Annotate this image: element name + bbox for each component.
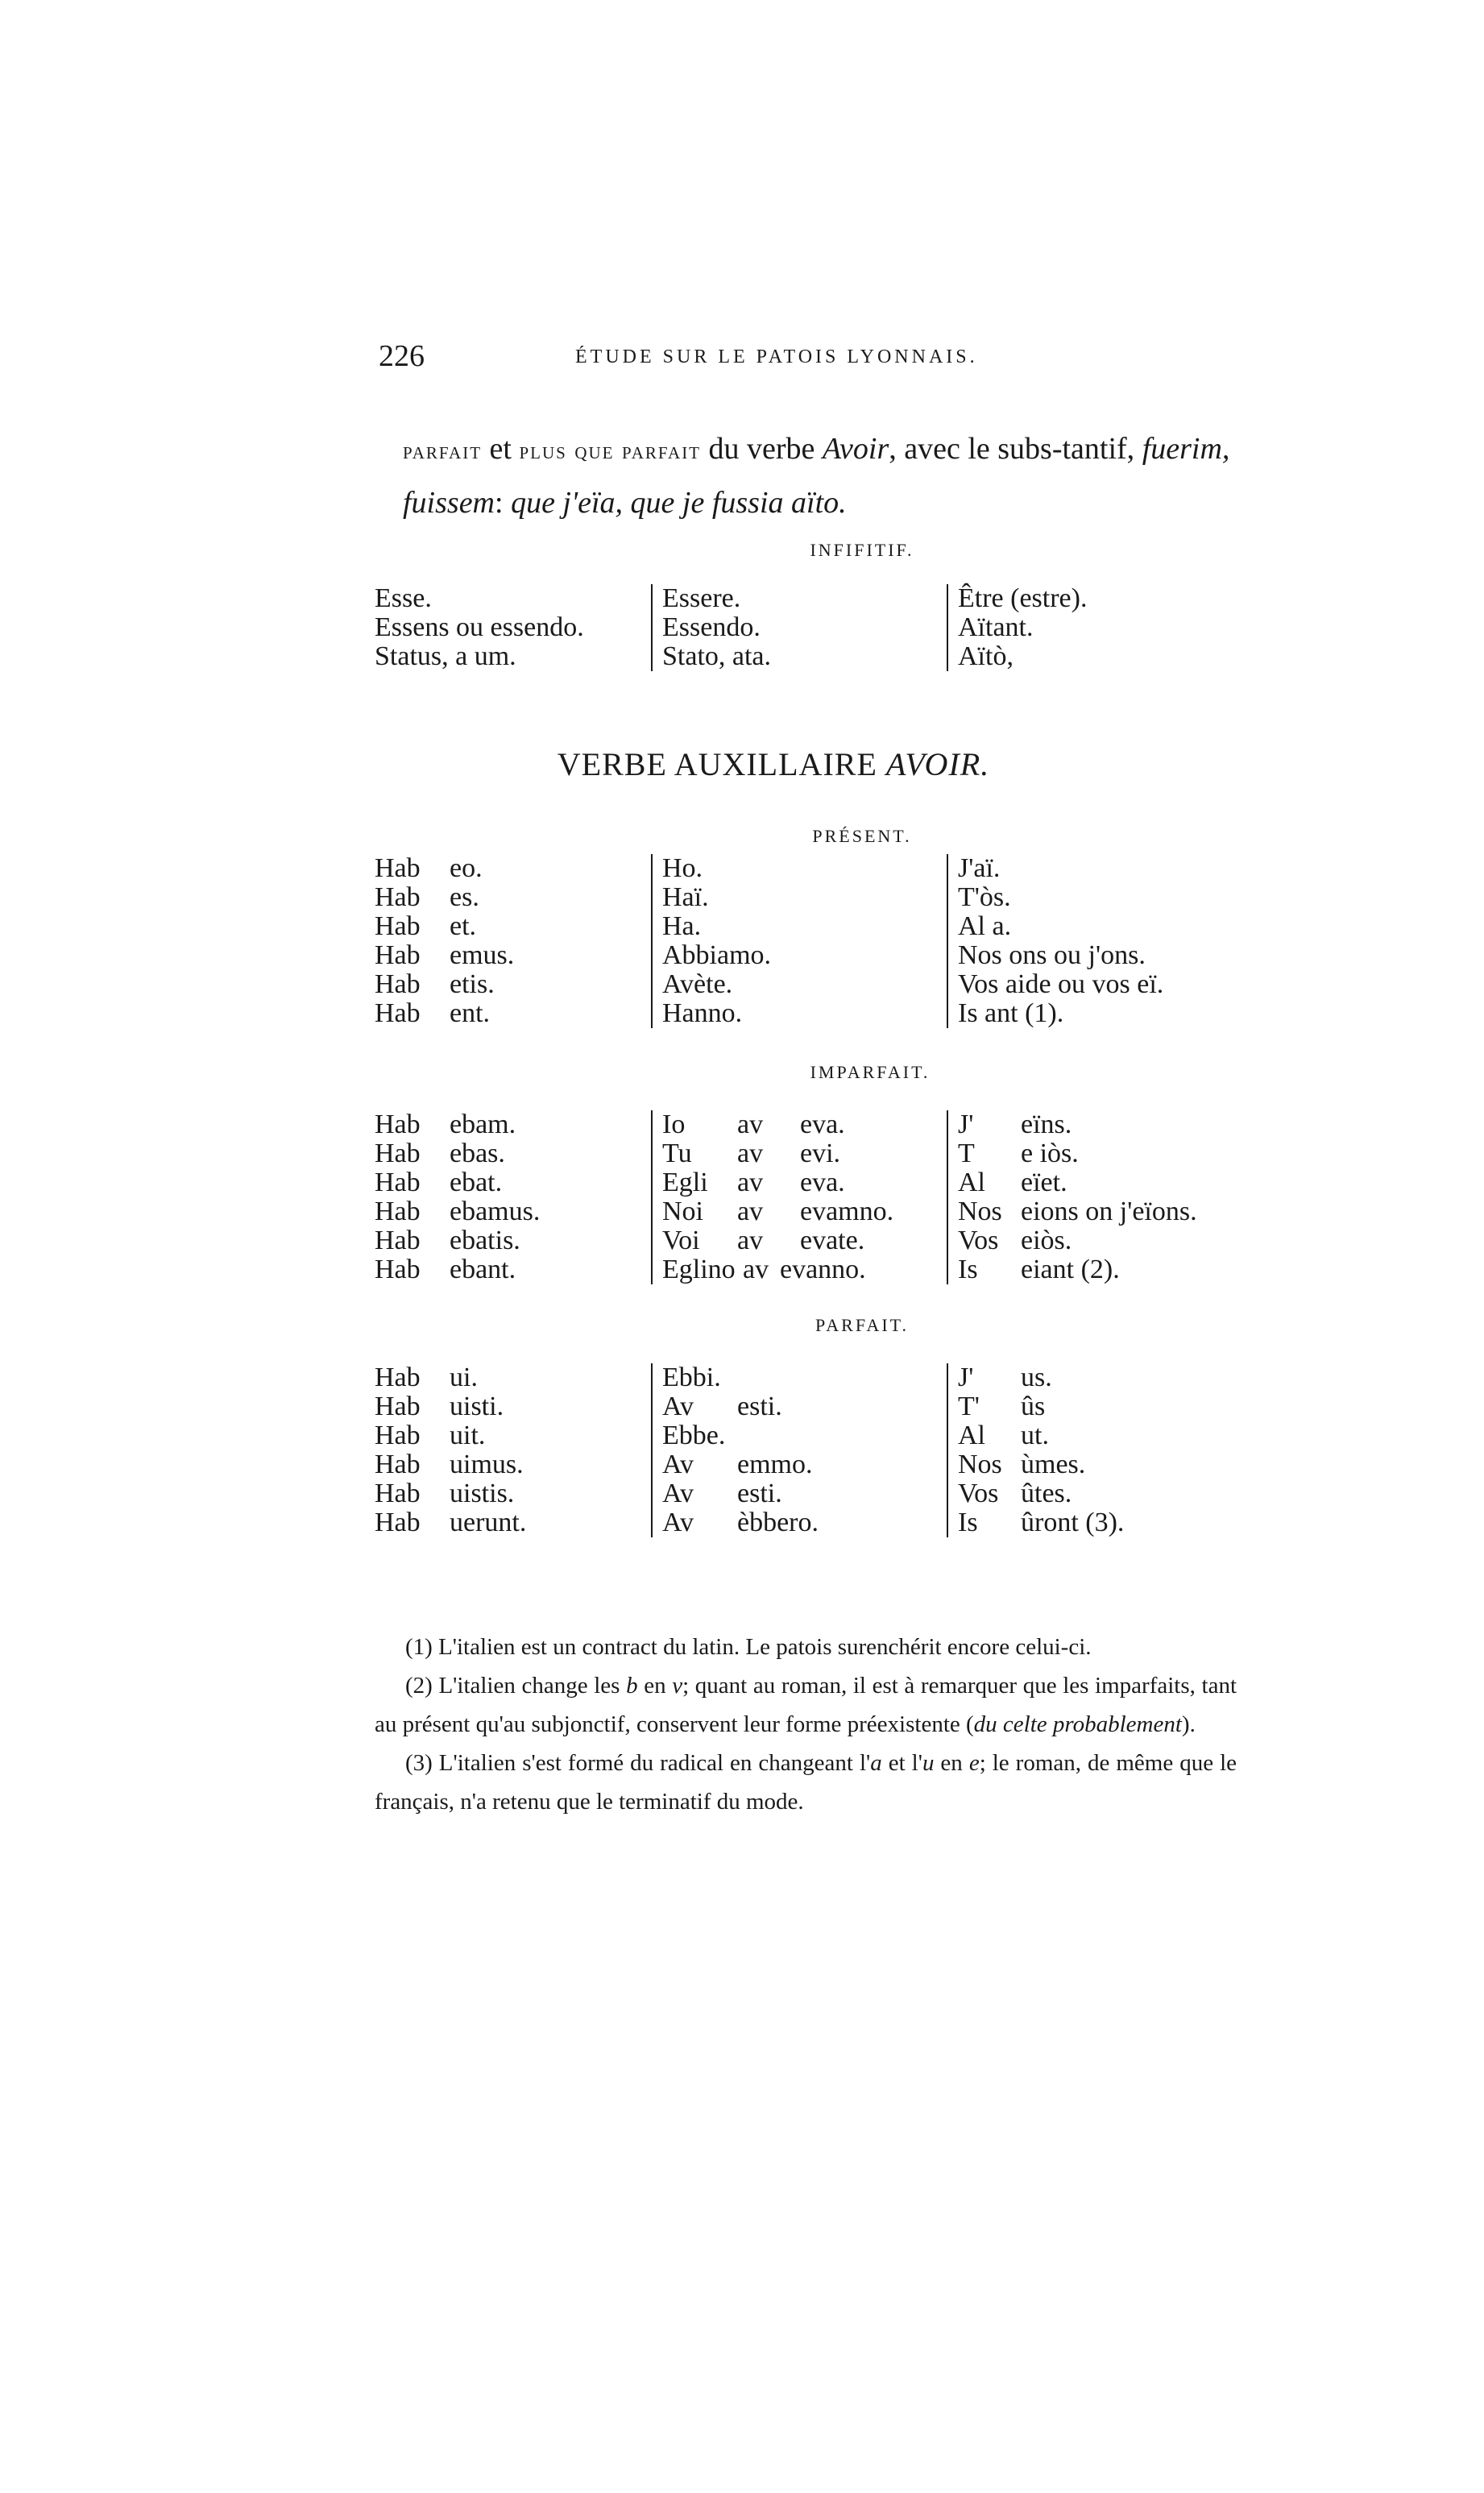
parfait-patois-column <box>947 1363 1124 1537</box>
imparfait-italian-row <box>662 1168 893 1197</box>
latin-stem: Hab <box>375 940 421 970</box>
present-patois-line: Nos ons ou j'ons. <box>958 940 1146 970</box>
italian-ending: evate. <box>800 1226 865 1255</box>
parfait-patois-row <box>958 1508 1124 1537</box>
italian-stem: Ebbi. <box>662 1363 721 1392</box>
intro-text-1: et <box>482 432 520 466</box>
patois-form: ûtes. <box>1021 1479 1072 1508</box>
italian-pronoun: Egli <box>662 1168 708 1197</box>
patois-pronoun: J' <box>958 1363 974 1392</box>
imparfait-latin-column <box>375 1110 540 1284</box>
imparfait-italian-row <box>662 1255 893 1284</box>
latin-stem: Hab <box>375 1479 421 1508</box>
present-latin-row <box>375 970 514 999</box>
present-italian-line: Avète. <box>662 969 733 999</box>
present-latin-row <box>375 854 514 883</box>
parfait-italian-row <box>662 1450 819 1479</box>
latin-stem: Hab <box>375 882 421 912</box>
italian-ending: eva. <box>800 1168 845 1197</box>
italian-stem: Ebbe. <box>662 1421 726 1450</box>
infinitif-latin-line: Essens ou essendo. <box>375 612 584 642</box>
latin-ending: uistis. <box>450 1479 515 1508</box>
latin-ending: ent. <box>450 998 491 1028</box>
patois-pronoun: Vos <box>958 1479 999 1508</box>
intro-text-2: du verbe <box>701 432 823 466</box>
imparfait-patois-row <box>958 1255 1197 1284</box>
imparfait-latin-row <box>375 1255 540 1284</box>
imparfait-latin-row <box>375 1110 540 1139</box>
italian-ending: eva. <box>800 1110 845 1139</box>
patois-form: eions on j'eïons. <box>1021 1197 1197 1226</box>
italian-ending: èbbero. <box>737 1508 819 1537</box>
italian-stem: Av <box>662 1392 694 1421</box>
running-title: ÉTUDE SUR LE PATOIS LYONNAIS. <box>575 346 978 367</box>
verb-title-italic: AVOIR. <box>885 746 990 782</box>
infinitif-italian-column <box>651 584 771 671</box>
infinitif-heading: INFIFITIF. <box>810 540 914 560</box>
footnote-3-italic-e: e <box>968 1750 980 1776</box>
latin-ending: ebas. <box>450 1139 505 1168</box>
parfait-latin-row <box>375 1450 526 1479</box>
latin-stem: Hab <box>375 1392 421 1421</box>
patois-pronoun: J' <box>958 1110 974 1139</box>
imparfait-italian-column <box>651 1110 893 1284</box>
italian-stem: Av <box>662 1479 694 1508</box>
footnote-2 <box>375 1666 1237 1744</box>
latin-ending: uisti. <box>450 1392 504 1421</box>
latin-stem: Hab <box>375 1255 421 1284</box>
infinitif-italian-line: Stato, ata. <box>662 641 772 671</box>
italian-ending: esti. <box>737 1479 782 1508</box>
latin-ending: ebat. <box>450 1168 503 1197</box>
patois-pronoun: Al <box>958 1168 985 1197</box>
imparfait-patois-row <box>958 1226 1197 1255</box>
infinitif-latin-column <box>375 584 584 671</box>
latin-stem: Hab <box>375 969 421 999</box>
present-latin-row <box>375 941 514 970</box>
latin-stem: Hab <box>375 1421 421 1450</box>
present-italian-line: Haï. <box>662 882 709 912</box>
italian-stem: Av <box>662 1450 694 1479</box>
present-latin-row <box>375 883 514 912</box>
present-patois-line: Vos aide ou vos eï. <box>958 969 1164 999</box>
parfait-patois-row <box>958 1479 1124 1508</box>
imparfait-patois-row <box>958 1110 1197 1139</box>
latin-ending: uerunt. <box>450 1508 527 1537</box>
page-number: 226 <box>379 339 425 373</box>
running-head <box>379 338 1265 379</box>
italian-pronoun: Io <box>662 1110 686 1139</box>
present-patois-line: J'aï. <box>958 853 1001 883</box>
latin-stem: Hab <box>375 1139 421 1168</box>
parfait-italian-row <box>662 1392 819 1421</box>
patois-pronoun: Al <box>958 1421 985 1450</box>
present-italian-line: Ha. <box>662 911 702 941</box>
present-italian-column <box>651 854 771 1028</box>
infinitif-latin-line: Status, a um. <box>375 641 516 671</box>
latin-stem: Hab <box>375 1450 421 1479</box>
intro-smallcaps-plus-que-parfait: plus que parfait <box>519 438 702 464</box>
present-italian-line: Ho. <box>662 853 703 883</box>
patois-pronoun: Is <box>958 1508 978 1537</box>
patois-pronoun: Nos <box>958 1450 1002 1479</box>
latin-ending: etis. <box>450 969 495 999</box>
parfait-italian-row <box>662 1421 819 1450</box>
parfait-latin-row <box>375 1421 526 1450</box>
footnote-2-text-a: (2) L'italien change les <box>405 1673 627 1699</box>
patois-pronoun: Nos <box>958 1197 1002 1226</box>
infinitif-patois-line: Aïtò, <box>958 641 1014 671</box>
footnote-2-italic-celte: du celte probablement <box>973 1711 1182 1737</box>
latin-ending: ebant. <box>450 1255 516 1284</box>
present-patois-line: T'òs. <box>958 882 1011 912</box>
latin-ending: uit. <box>450 1421 486 1450</box>
imparfait-patois-row <box>958 1139 1197 1168</box>
imparfait-italian-row <box>662 1139 893 1168</box>
footnote-3-text-c: et l' <box>881 1750 922 1776</box>
imparfait-latin-row <box>375 1197 540 1226</box>
imparfait-italian-row <box>662 1110 893 1139</box>
footnote-3-text-g: ; le roman, de même que le français, n'a retenu que le terminatif du mode. <box>375 1750 1237 1815</box>
patois-form: e iòs. <box>1021 1139 1079 1168</box>
parfait-patois-row <box>958 1450 1124 1479</box>
present-latin-row <box>375 999 514 1028</box>
intro-italic-fuerim: fuerim, fuissem <box>403 432 1230 520</box>
latin-ending: ebamus. <box>450 1197 541 1226</box>
parfait-latin-row <box>375 1392 526 1421</box>
latin-ending: ebam. <box>450 1110 516 1139</box>
present-patois-column <box>947 854 1163 1028</box>
present-latin-row <box>375 912 514 941</box>
italian-ending: evamno. <box>800 1197 894 1226</box>
imparfait-italian-row <box>662 1197 893 1226</box>
patois-form: ûront (3). <box>1021 1508 1125 1537</box>
patois-form: ut. <box>1021 1421 1049 1450</box>
footnote-2-italic-v: v <box>672 1673 683 1699</box>
infinitif-patois-line: Être (estre). <box>958 583 1088 613</box>
italian-pronoun: Tu <box>662 1139 692 1168</box>
footnote-3-text-a: (3) L'italien s'est formé du radical en changeant l' <box>405 1750 871 1776</box>
italian-pronoun: Voi <box>662 1226 700 1255</box>
footnote-2-text-c: en <box>637 1673 673 1699</box>
parfait-latin-row <box>375 1363 526 1392</box>
parfait-patois-row <box>958 1421 1124 1450</box>
parfait-heading: PARFAIT. <box>815 1315 909 1335</box>
intro-paragraph <box>403 423 1289 529</box>
footnote-2-italic-b: b <box>626 1673 638 1699</box>
latin-ending: es. <box>450 882 479 912</box>
imparfait-patois-column <box>947 1110 1197 1284</box>
present-latin-column <box>375 854 514 1028</box>
patois-form: ùmes. <box>1021 1450 1086 1479</box>
latin-ending: et. <box>450 911 477 941</box>
footnote-2-text-e: ; quant au roman, il est à remarquer que les imparfaits, tant au présent qu'au subjonctif, conservent leur forme préexistente ( <box>375 1673 1237 1737</box>
footnote-3-text-e: en <box>934 1750 969 1776</box>
imparfait-patois-row <box>958 1197 1197 1226</box>
infinitif-italian-line: Essendo. <box>662 612 761 642</box>
parfait-italian-column <box>651 1363 819 1537</box>
imparfait-latin-row <box>375 1139 540 1168</box>
imparfait-latin-row <box>375 1226 540 1255</box>
italian-ending: evi. <box>800 1139 841 1168</box>
italian-stem: av <box>737 1226 764 1255</box>
italian-stem: av <box>737 1139 764 1168</box>
latin-ending: emus. <box>450 940 515 970</box>
latin-ending: uimus. <box>450 1450 524 1479</box>
footnote-2-text-g: ). <box>1181 1711 1196 1737</box>
present-heading: PRÉSENT. <box>812 826 912 846</box>
intro-text-4: : <box>495 486 512 520</box>
verb-title-text: VERBE AUXILLAIRE <box>557 746 886 782</box>
latin-ending: eo. <box>450 853 483 883</box>
footnote-3-italic-a: a <box>870 1750 882 1776</box>
patois-pronoun: T <box>958 1139 975 1168</box>
present-patois-line: Is ant (1). <box>958 998 1064 1028</box>
italian-ending: esti. <box>737 1392 782 1421</box>
verb-title <box>451 745 1096 783</box>
intro-italic-que-jeia: que j'eïa, que je fussia aïto. <box>511 486 847 520</box>
italian-stem: Av <box>662 1508 694 1537</box>
patois-form: ûs <box>1021 1392 1046 1421</box>
italian-stem: av <box>737 1168 764 1197</box>
latin-stem: Hab <box>375 1363 421 1392</box>
latin-ending: ui. <box>450 1363 478 1392</box>
patois-pronoun: T' <box>958 1392 980 1421</box>
parfait-italian-row <box>662 1479 819 1508</box>
patois-pronoun: Vos <box>958 1226 999 1255</box>
patois-form: eiant (2). <box>1021 1255 1120 1284</box>
italian-pronoun: Eglino <box>662 1255 736 1284</box>
infinitif-latin-line: Esse. <box>375 583 432 613</box>
parfait-patois-row <box>958 1363 1124 1392</box>
patois-pronoun: Is <box>958 1255 978 1284</box>
latin-stem: Hab <box>375 1168 421 1197</box>
italian-pronoun: Noi <box>662 1197 703 1226</box>
patois-form: eïet. <box>1021 1168 1067 1197</box>
italian-ending: evanno. <box>780 1255 866 1284</box>
italian-ending: emmo. <box>737 1450 813 1479</box>
italian-stem: av <box>743 1255 769 1284</box>
patois-form: eïns. <box>1021 1110 1072 1139</box>
footnote-1: (1) L'italien est un contract du latin. Le patois surenchérit encore celui-ci. <box>405 1634 1092 1660</box>
latin-stem: Hab <box>375 1508 421 1537</box>
latin-stem: Hab <box>375 1110 421 1139</box>
present-patois-line: Al a. <box>958 911 1012 941</box>
imparfait-italian-row <box>662 1226 893 1255</box>
parfait-patois-row <box>958 1392 1124 1421</box>
latin-ending: ebatis. <box>450 1226 520 1255</box>
intro-italic-avoir: Avoir <box>822 432 889 466</box>
latin-stem: Hab <box>375 1226 421 1255</box>
patois-form: eiòs. <box>1021 1226 1072 1255</box>
intro-text-3: , avec le subs-tantif, <box>889 432 1142 466</box>
intro-smallcaps-parfait: parfait <box>403 438 483 464</box>
footnote-3 <box>375 1744 1237 1821</box>
italian-stem: av <box>737 1197 764 1226</box>
parfait-italian-row <box>662 1508 819 1537</box>
infinitif-patois-line: Aïtant. <box>958 612 1034 642</box>
footnote-3-italic-u: u <box>922 1750 935 1776</box>
footnotes <box>375 1628 1237 1821</box>
present-italian-line: Hanno. <box>662 998 743 1028</box>
imparfait-patois-row <box>958 1168 1197 1197</box>
infinitif-patois-column <box>947 584 1087 671</box>
parfait-latin-row <box>375 1508 526 1537</box>
imparfait-latin-row <box>375 1168 540 1197</box>
patois-form: us. <box>1021 1363 1052 1392</box>
latin-stem: Hab <box>375 853 421 883</box>
present-italian-line: Abbiamo. <box>662 940 772 970</box>
latin-stem: Hab <box>375 998 421 1028</box>
parfait-latin-column <box>375 1363 526 1537</box>
parfait-latin-row <box>375 1479 526 1508</box>
latin-stem: Hab <box>375 911 421 941</box>
infinitif-italian-line: Essere. <box>662 583 741 613</box>
parfait-italian-row <box>662 1363 819 1392</box>
latin-stem: Hab <box>375 1197 421 1226</box>
italian-stem: av <box>737 1110 764 1139</box>
imparfait-heading: IMPARFAIT. <box>810 1062 931 1082</box>
